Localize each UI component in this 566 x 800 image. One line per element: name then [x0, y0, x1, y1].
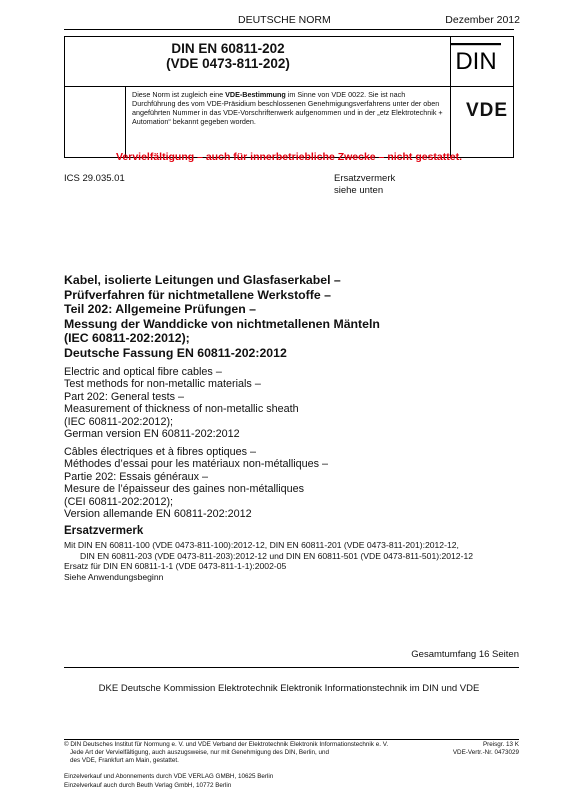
header-rule: [64, 29, 514, 30]
document-number: [64, 41, 392, 71]
vde-number: (VDE 0473-811-202): [166, 56, 290, 71]
title-english: Electric and optical fibre cables – Test methods for non-metallic materials – Part 202: General tests – Measurement of thickness of non-metallic sheath (IEC 60811-202:2012); German version EN 60811-202:2012: [64, 366, 299, 441]
vde-note: Diese Norm ist zugleich eine VDE-Bestimmung im Sinne von VDE 0022. Sie ist nach Durchführung des vom VDE-Präsidium beschlossenen Genehmigungsverfahrens unter der oben angeführten Nummer in das VDE-Vorschriftenwerk aufgenommen und in der „etz Elektrotechnik + Automation“ bekannt gegeben worden.: [132, 90, 443, 126]
din-logo: [451, 43, 501, 71]
reproduction-notice: Vervielfältigung – auch für innerbetriebliche Zwecke – nicht gestattet.: [115, 151, 462, 163]
vde-logo: VDE: [466, 100, 509, 121]
norm-type: DEUTSCHE NORM: [238, 14, 331, 26]
page-count: Gesamtumfang 16 Seiten: [411, 649, 519, 660]
ersatzvermerk-heading: Ersatzvermerk: [64, 525, 144, 537]
ersatzvermerk-text: Mit DIN EN 60811-100 (VDE 0473-811-100):2012-12, DIN EN 60811-201 (VDE 0473-811-201):2012-12, DIN EN 60811-203 (VDE 0473-811-203):2012-12 und DIN EN 60811-501 (VDE 0473-811-501):2012-12 Ersatz für DIN EN 60811-1-1 (VDE 0473-811-1-1):2002-05 Siehe Anwendungsbeginn: [64, 540, 474, 583]
copyright-notice: © DIN Deutsches Institut für Normung e. V. und VDE Verband der Elektrotechnik Elektronik Informationstechnik e. V. Jede Art der Vervielfältigung, auch auszugsweise, nur mit Genehmigung des DIN, Berlin, und des VDE, Frankfurt am Main, gestattet.: [64, 741, 389, 764]
separator-rule: [64, 667, 519, 668]
issue-date: Dezember 2012: [445, 14, 520, 26]
title-block-horizontal-divider: [64, 86, 514, 87]
footer-rule: [64, 739, 519, 740]
dke-line: DKE Deutsche Kommission Elektrotechnik Elektronik Informationstechnik im DIN und VDE: [98, 683, 480, 694]
title-block-left-divider: [125, 86, 126, 158]
ics-code: ICS 29.035.01: [64, 173, 125, 184]
ersatzvermerk-reference: Ersatzvermerk siehe unten: [334, 173, 396, 196]
title-french: Câbles électriques et à fibres optiques – Méthodes d’essai pour les matériaux non-métalliques – Partie 202: Essais généraux – Mesure de l’épaisseur des gaines non-métalliques (CEI 60811-202:2012); Version allemande EN 60811-202:2012: [64, 446, 329, 521]
sales-info: Einzelverkauf und Abonnements durch VDE VERLAG GMBH, 10625 Berlin Einzelverkauf auch durch Beuth Verlag GmbH, 10772 Berlin: [64, 773, 274, 789]
din-logo-text: DIN: [455, 48, 497, 71]
title-german: Kabel, isolierte Leitungen und Glasfaserkabel – Prüfverfahren für nichtmetallene Werkstoffe – Teil 202: Allgemeine Prüfungen – Messung der Wanddicke von nichtmetallenen Mänteln (IEC 60811-202:2012); Deutsche Fassung EN 60811-202:2012: [64, 273, 380, 360]
price-info: Preisgr. 13 K VDE-Vertr.-Nr. 0473029: [452, 741, 519, 756]
din-number: DIN EN 60811-202: [171, 41, 285, 56]
